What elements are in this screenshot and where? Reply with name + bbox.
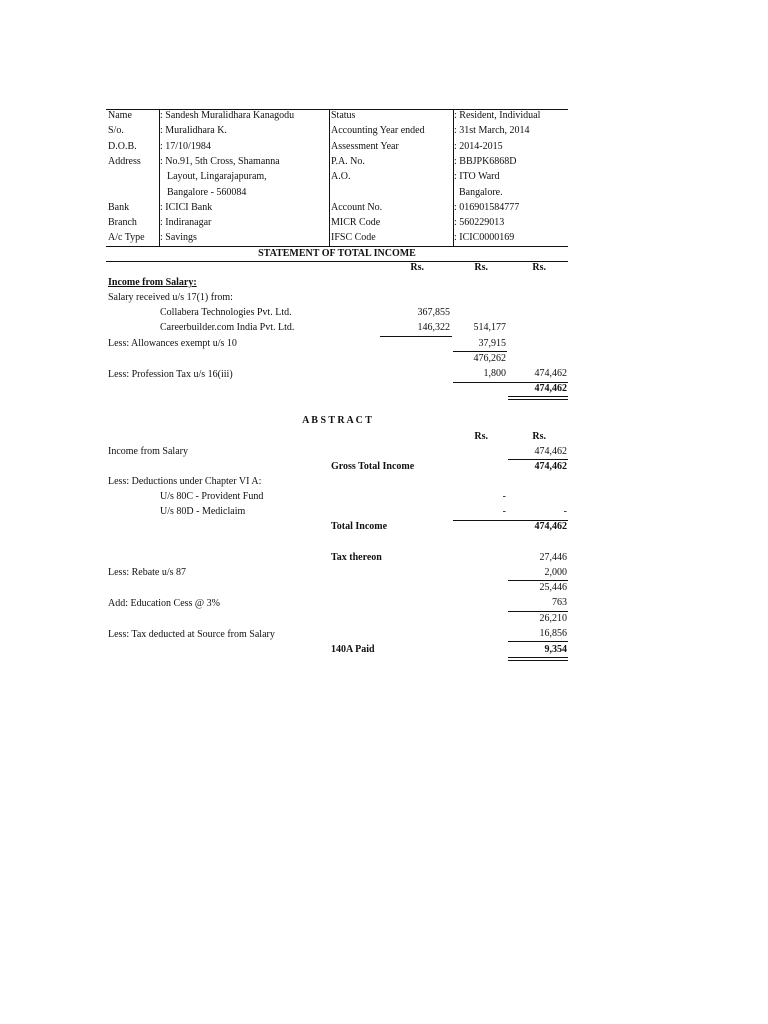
address-line-2: Layout, Lingarajapuram, bbox=[167, 171, 267, 182]
allowances-label: Less: Allowances exempt u/s 10 bbox=[108, 338, 237, 349]
assessment-year-value: : 2014-2015 bbox=[454, 141, 503, 152]
deductions-label: Less: Deductions under Chapter VI A: bbox=[108, 476, 262, 487]
account-number-label: Account No. bbox=[331, 202, 383, 213]
education-cess-label: Add: Education Cess @ 3% bbox=[108, 598, 220, 609]
dob-label: D.O.B. bbox=[108, 141, 137, 152]
abstract-col-header-1: Rs. bbox=[474, 431, 488, 442]
abstract-title: A B S T R A C T bbox=[302, 415, 372, 426]
cess-rule bbox=[508, 611, 568, 612]
statement-title: STATEMENT OF TOTAL INCOME bbox=[258, 248, 416, 259]
col-header-rs-2: Rs. bbox=[474, 262, 488, 273]
salary-received-label: Salary received u/s 17(1) from: bbox=[108, 292, 233, 303]
allowances-rule bbox=[453, 351, 507, 352]
name-value: : Sandesh Muralidhara Kanagodu bbox=[160, 110, 295, 121]
140a-paid-amount: 9,354 bbox=[544, 644, 567, 655]
tds-rule bbox=[508, 641, 568, 642]
pan-label: P.A. No. bbox=[331, 156, 365, 167]
gross-total-income-amount: 474,462 bbox=[534, 461, 567, 472]
tax-thereon-label: Tax thereon bbox=[331, 552, 382, 563]
education-cess-amount: 763 bbox=[552, 597, 567, 608]
after-cess-amount: 26,210 bbox=[539, 613, 567, 624]
deduction-80c-label: U/s 80C - Provident Fund bbox=[160, 491, 264, 502]
salary-income-amount: 474,462 bbox=[534, 368, 567, 379]
account-type-label: A/c Type bbox=[108, 232, 145, 243]
deduction-80c-amount: - bbox=[502, 491, 506, 502]
status-label: Status bbox=[331, 110, 356, 121]
pan-value: : BBJPK6868D bbox=[454, 156, 517, 167]
ifsc-label: IFSC Code bbox=[331, 232, 376, 243]
tax-thereon-amount: 27,446 bbox=[539, 552, 567, 563]
account-type-value: : Savings bbox=[160, 232, 197, 243]
deductions-total: - bbox=[563, 506, 567, 517]
profession-tax-label: Less: Profession Tax u/s 16(iii) bbox=[108, 369, 233, 380]
after-rebate-amount: 25,446 bbox=[539, 582, 567, 593]
assessment-year-label: Assessment Year bbox=[331, 141, 399, 152]
employers-total: 514,177 bbox=[473, 322, 506, 333]
address-line-3: Bangalore - 560084 bbox=[167, 187, 247, 198]
allowances-amount: 37,915 bbox=[478, 338, 506, 349]
header-divider-mid bbox=[329, 109, 330, 246]
bank-value: : ICICI Bank bbox=[160, 202, 213, 213]
col-header-rs-3: Rs. bbox=[532, 262, 546, 273]
ao-label: A.O. bbox=[331, 171, 351, 182]
address-label: Address bbox=[108, 156, 141, 167]
son-of-label: S/o. bbox=[108, 125, 124, 136]
col-header-rs-1: Rs. bbox=[410, 262, 424, 273]
status-value: : Resident, Individual bbox=[454, 110, 541, 121]
total-income-amount: 474,462 bbox=[534, 521, 567, 532]
employers-subtotal-rule bbox=[380, 336, 452, 337]
income-from-salary-heading: Income from Salary: bbox=[108, 277, 197, 288]
employer-1-name: Collabera Technologies Pvt. Ltd. bbox=[160, 307, 292, 318]
ao-value: : ITO Ward bbox=[454, 171, 500, 182]
gross-total-income-label: Gross Total Income bbox=[331, 461, 415, 472]
profession-tax-amount: 1,800 bbox=[483, 368, 506, 379]
branch-label: Branch bbox=[108, 217, 137, 228]
salary-total-amount: 474,462 bbox=[534, 383, 567, 394]
tds-label: Less: Tax deducted at Source from Salary bbox=[108, 629, 275, 640]
statement-title-top-rule bbox=[106, 246, 568, 247]
income-salary-rule bbox=[508, 459, 568, 460]
140a-paid-double-rule bbox=[508, 657, 568, 661]
abstract-col-header-2: Rs. bbox=[532, 431, 546, 442]
ao-value-line-2: Bangalore. bbox=[459, 187, 503, 198]
tds-amount: 16,856 bbox=[539, 628, 567, 639]
employer-1-amount: 367,855 bbox=[417, 307, 450, 318]
branch-value: : Indiranagar bbox=[160, 217, 212, 228]
name-label: Name bbox=[108, 110, 132, 121]
ifsc-value: : ICIC0000169 bbox=[454, 232, 515, 243]
rebate-amount: 2,000 bbox=[544, 567, 567, 578]
son-of-value: : Muralidhara K. bbox=[160, 125, 227, 136]
rebate-label: Less: Rebate u/s 87 bbox=[108, 567, 187, 578]
rebate-rule bbox=[508, 580, 568, 581]
dob-value: : 17/10/1984 bbox=[160, 141, 211, 152]
employer-2-name: Careerbuilder.com India Pvt. Ltd. bbox=[160, 322, 295, 333]
address-line-1: : No.91, 5th Cross, Shamanna bbox=[160, 156, 280, 167]
total-income-label: Total Income bbox=[331, 521, 388, 532]
statement-title-bottom-rule bbox=[106, 261, 568, 262]
deduction-80d-label: U/s 80D - Mediclaim bbox=[160, 506, 246, 517]
deduction-80d-amount: - bbox=[502, 506, 506, 517]
employer-2-amount: 146,322 bbox=[417, 322, 450, 333]
accounting-year-label: Accounting Year ended bbox=[331, 125, 425, 136]
accounting-year-value: : 31st March, 2014 bbox=[454, 125, 530, 136]
account-number-value: : 016901584777 bbox=[454, 202, 520, 213]
after-allowances-amount: 476,262 bbox=[473, 353, 506, 364]
salary-total-double-rule bbox=[508, 396, 568, 400]
140a-paid-label: 140A Paid bbox=[331, 644, 375, 655]
micr-label: MICR Code bbox=[331, 217, 381, 228]
income-from-salary-label: Income from Salary bbox=[108, 446, 188, 457]
micr-value: : 560229013 bbox=[454, 217, 505, 228]
bank-label: Bank bbox=[108, 202, 130, 213]
income-from-salary-amount: 474,462 bbox=[534, 446, 567, 457]
